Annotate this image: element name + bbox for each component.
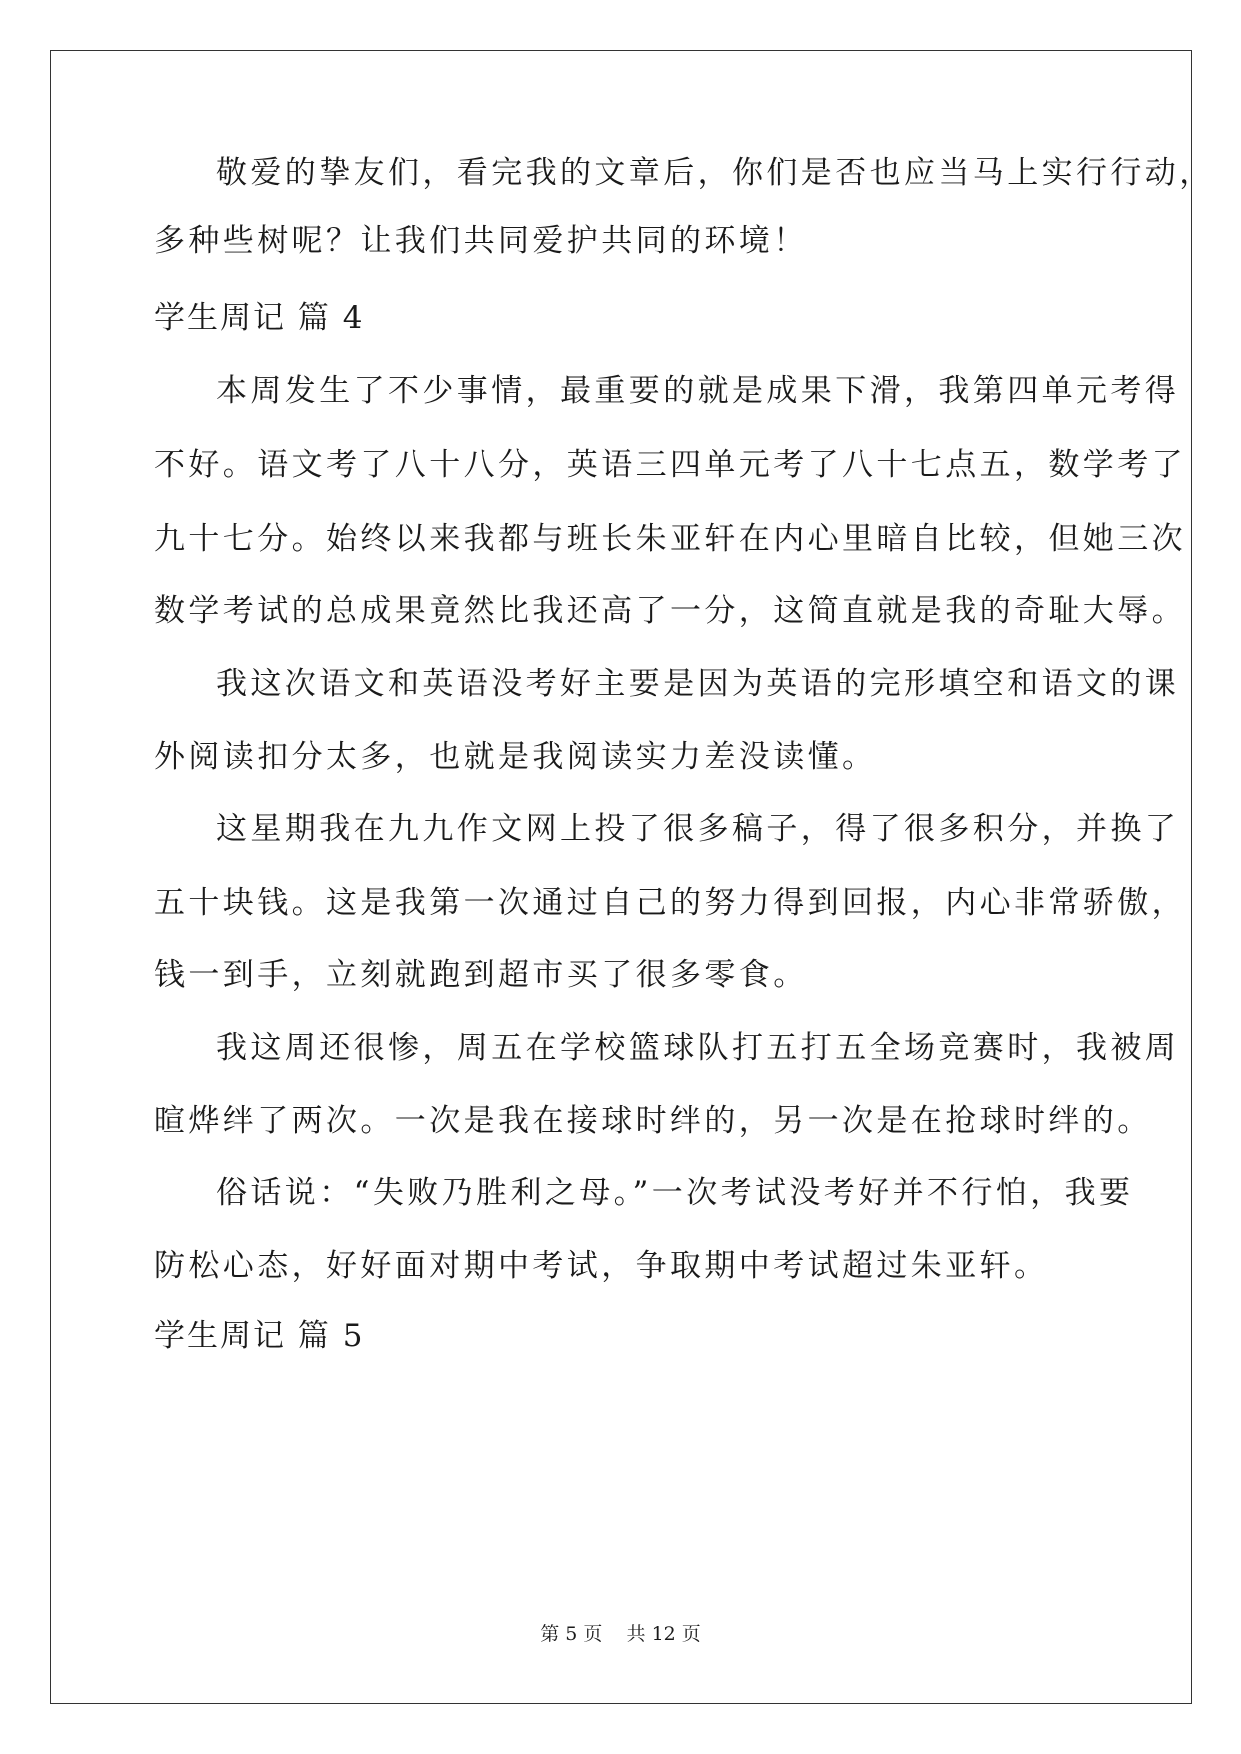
paragraph-line: 暄烨绊了两次。一次是我在接球时绊的，另一次是在抢球时绊的。 [154,1103,1152,1139]
paragraph-line: 敬爱的挚友们，看完我的文章后，你们是否也应当马上实行行动， [216,155,1214,191]
paragraph-line: 五十块钱。这是我第一次通过自己的努力得到回报，内心非常骄傲， [154,885,1186,921]
paragraph-line: 本周发生了不少事情，最重要的就是成果下滑，我第四单元考得 [216,373,1180,409]
paragraph-line: 俗话说：“失败乃胜利之母。”一次考试没考好并不行怕，我要 [216,1175,1134,1211]
paragraph-line: 我这周还很惨，周五在学校篮球队打五打五全场竞赛时，我被周 [216,1030,1180,1066]
paragraph-line: 九十七分。始终以来我都与班长朱亚轩在内心里暗自比较，但她三次 [154,521,1186,557]
paragraph-line: 不好。语文考了八十八分，英语三四单元考了八十七点五，数学考了 [154,447,1186,483]
paragraph-line: 我这次语文和英语没考好主要是因为英语的完形填空和语文的课 [216,666,1180,702]
paragraph-line: 钱一到手，立刻就跑到超市买了很多零食。 [154,957,808,993]
section-heading: 学生周记 篇 5 [154,1318,365,1354]
paragraph-line: 这星期我在九九作文网上投了很多稿子，得了很多积分，并换了 [216,811,1180,847]
page-number: 第 5 页 共 12 页 [540,1623,701,1645]
section-heading: 学生周记 篇 4 [154,300,365,336]
paragraph-line: 外阅读扣分太多，也就是我阅读实力差没读懂。 [154,739,877,775]
paragraph-line: 数学考试的总成果竟然比我还高了一分，这简直就是我的奇耻大辱。 [154,593,1186,629]
paragraph-line: 防松心态，好好面对期中考试，争取期中考试超过朱亚轩。 [154,1248,1049,1284]
paragraph-line: 多种些树呢？让我们共同爱护共同的环境！ [154,223,808,259]
